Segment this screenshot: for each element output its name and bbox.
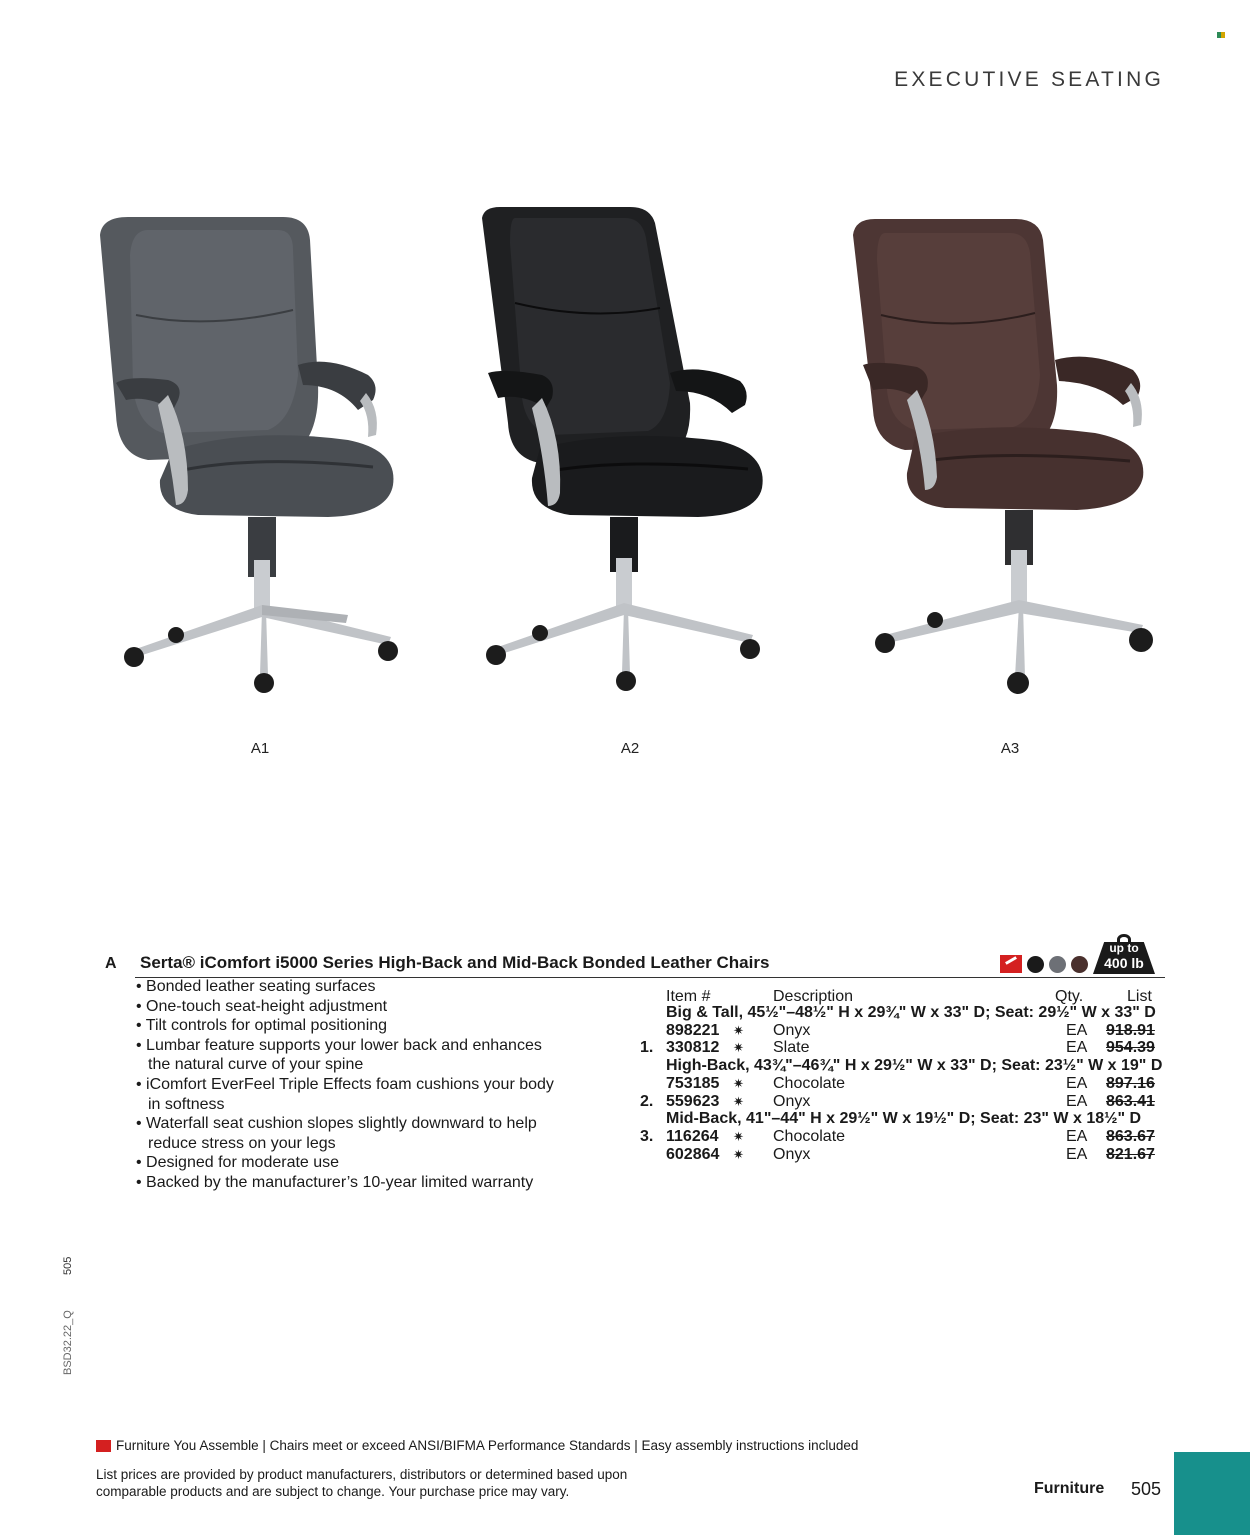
row-number: 1. <box>640 1039 654 1057</box>
chair-label-a2: A2 <box>620 740 640 757</box>
item-number: 898221 <box>666 1021 720 1039</box>
chair-label-a3: A3 <box>1000 740 1020 757</box>
assemble-icon <box>1000 955 1022 973</box>
item-description: Onyx <box>773 1145 811 1163</box>
footer-note-text: Furniture You Assemble | Chairs meet or exceed ANSI/BIFMA Performance Standards | Easy assembly instructions included <box>116 1438 859 1453</box>
item-qty: EA <box>1066 1074 1088 1092</box>
footer-section-name: Furniture <box>1034 1480 1105 1497</box>
weight-capacity-badge <box>1093 934 1155 974</box>
new-item-icon: ✷ <box>733 1093 744 1109</box>
feature-item: • Bonded leather seating surfaces <box>136 978 376 995</box>
weight-badge-line1: up to <box>1109 941 1139 955</box>
feature-item: • Tilt controls for optimal positioning <box>136 1017 388 1035</box>
item-description: Onyx <box>773 1092 811 1110</box>
item-description: Slate <box>773 1039 810 1057</box>
chair-image-a3 <box>845 215 1165 705</box>
new-item-icon: ✷ <box>733 1075 744 1091</box>
new-item-icon: ✷ <box>733 1146 744 1162</box>
item-description: Onyx <box>773 1021 811 1039</box>
item-list-price: 821.67 <box>1106 1145 1155 1163</box>
col-header-item: Item # <box>666 988 711 1005</box>
group-dimensions: High-Back, 43¾"–46¾" H x 29½" W x 33" D; Seat: 23½" W x 19" D <box>666 1057 1163 1075</box>
col-header-qty: Qty. <box>1055 988 1084 1005</box>
feature-item: • One-touch seat-height adjustment <box>136 997 388 1015</box>
chair-label-a1: A1 <box>250 740 270 757</box>
col-header-description: Description <box>773 988 854 1005</box>
footer-disclaimer: List prices are provided by product manufacturers, distributors or determined based upon comparable products and are subject to change. Your purchase price may vary. <box>96 1467 628 1499</box>
feature-item: • Backed by the manufacturer’s 10-year limited warranty <box>136 1173 534 1191</box>
item-description: Chocolate <box>773 1127 846 1145</box>
assemble-icon <box>96 1440 111 1452</box>
chair-image-a2 <box>470 203 780 703</box>
item-number: 559623 <box>666 1092 720 1110</box>
footer-note <box>96 1438 858 1453</box>
item-number: 330812 <box>666 1039 720 1057</box>
table-row <box>640 1146 1160 1166</box>
footer-page-number: 505 <box>1131 1479 1162 1499</box>
new-item-icon: ✷ <box>733 1040 744 1056</box>
item-qty: EA <box>1066 1039 1088 1057</box>
swatch-chocolate-icon <box>1071 956 1088 973</box>
item-description: Chocolate <box>773 1074 846 1092</box>
item-number: 602864 <box>666 1145 720 1163</box>
feature-item: the natural curve of your spine <box>148 1056 364 1074</box>
section-letter: A <box>105 955 117 972</box>
swatch-slate-icon <box>1049 956 1066 973</box>
group-dimensions: Mid-Back, 41"–44" H x 29½" W x 19½" D; Seat: 23" W x 18½" D <box>666 1110 1142 1128</box>
feature-list <box>136 977 554 1193</box>
row-number: 3. <box>640 1127 654 1145</box>
page-header-title: EXECUTIVE SEATING <box>894 68 1164 91</box>
chair-image-a1 <box>88 205 418 705</box>
feature-item: • Lumbar feature supports your lower back and enhances <box>136 1036 542 1054</box>
item-qty: EA <box>1066 1127 1088 1145</box>
item-list-price: 897.16 <box>1106 1074 1155 1092</box>
item-list-price: 954.39 <box>1106 1039 1155 1057</box>
col-header-list: List <box>1127 988 1152 1005</box>
feature-item: reduce stress on your legs <box>148 1134 336 1152</box>
item-qty: EA <box>1066 1145 1088 1163</box>
feature-item: • Designed for moderate use <box>136 1154 340 1172</box>
item-qty: EA <box>1066 1092 1088 1110</box>
item-number: 753185 <box>666 1074 720 1092</box>
side-page-number: 505 <box>62 1256 74 1275</box>
weight-badge-line2: 400 lb <box>1104 955 1144 971</box>
item-list-price: 863.67 <box>1106 1127 1155 1145</box>
group-dimensions: Big & Tall, 45½"–48½" H x 29¾" W x 33" D; Seat: 29½" W x 33" D <box>666 1004 1156 1021</box>
product-icons <box>1000 955 1093 973</box>
side-catalog-code: BSD32.22_Q <box>62 1310 74 1375</box>
section-title: Serta® iComfort i5000 Series High-Back and Mid-Back Bonded Leather Chairs <box>140 953 770 972</box>
feature-item: in softness <box>148 1095 225 1113</box>
item-list-price: 863.41 <box>1106 1092 1155 1110</box>
new-item-icon: ✷ <box>733 1128 744 1144</box>
feature-item: • iComfort EverFeel Triple Effects foam cushions your body <box>136 1075 554 1093</box>
item-qty: EA <box>1066 1021 1088 1039</box>
feature-item: • Waterfall seat cushion slopes slightly downward to help <box>136 1115 537 1133</box>
row-number: 2. <box>640 1092 654 1110</box>
registration-mark <box>1217 32 1225 38</box>
item-list-price: 918.91 <box>1106 1021 1155 1039</box>
swatch-onyx-icon <box>1027 956 1044 973</box>
new-item-icon: ✷ <box>733 1022 744 1038</box>
section-tab <box>1174 1452 1250 1535</box>
item-number: 116264 <box>666 1127 719 1145</box>
